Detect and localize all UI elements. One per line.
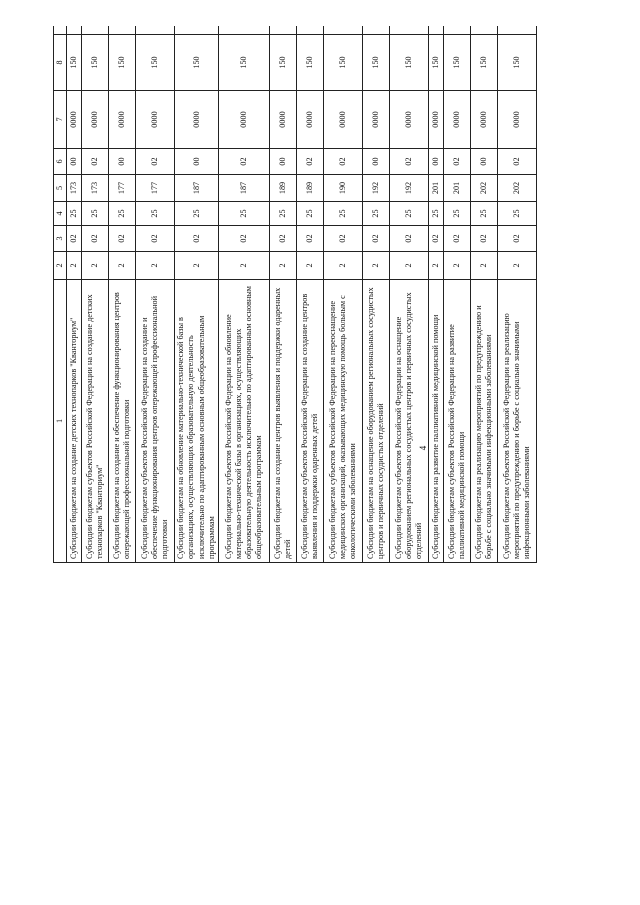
amount-cell [67, 26, 82, 35]
code-cell: 2 [109, 252, 136, 280]
row-description: Субсидии бюджетам на реализацию мероприятий по предупреждению и борьбе с социально значимыми инфекционными заболеваниями [471, 280, 498, 563]
amount-cell [175, 26, 219, 35]
code-cell: 2 [270, 252, 297, 280]
code-cell: 150 [270, 35, 297, 91]
code-cell: 02 [175, 226, 219, 252]
code-cell: 2 [390, 252, 429, 280]
budget-table [53, 26, 537, 563]
code-cell: 25 [270, 202, 297, 226]
code-cell: 0000 [136, 91, 175, 149]
code-cell: 150 [444, 35, 471, 91]
col-header: 1 [54, 280, 67, 563]
code-cell: 150 [109, 35, 136, 91]
code-cell: 201 [429, 175, 444, 202]
row-description: Субсидии бюджетам на создание и обеспечение функционирования центров опережающей профессиональной подготовки [109, 280, 136, 563]
amount-cell [270, 26, 297, 35]
code-cell: 02 [363, 226, 390, 252]
code-cell: 202 [471, 175, 498, 202]
code-cell: 00 [363, 149, 390, 175]
code-cell: 0000 [429, 91, 444, 149]
code-cell: 02 [82, 149, 109, 175]
page-number: 4 [418, 445, 428, 451]
code-cell: 25 [363, 202, 390, 226]
code-cell: 0000 [324, 91, 363, 149]
table-row [219, 26, 270, 563]
code-cell: 02 [67, 226, 82, 252]
code-cell: 150 [498, 35, 537, 91]
code-cell: 190 [324, 175, 363, 202]
code-cell: 150 [363, 35, 390, 91]
code-cell: 0000 [109, 91, 136, 149]
amount-cell [297, 26, 324, 35]
row-description: Субсидии бюджетам субъектов Российской Федерации на обновление материально-технической базы в организациях, осуществляющих образовательную деятельность исключительно по адаптированным основным общеобразовательным программам [219, 280, 270, 563]
col-header: 8 [54, 35, 67, 91]
col-header: 4 [54, 202, 67, 226]
code-cell: 02 [109, 226, 136, 252]
code-cell: 25 [444, 202, 471, 226]
code-cell: 02 [136, 226, 175, 252]
code-cell: 177 [109, 175, 136, 202]
code-cell: 02 [444, 226, 471, 252]
code-cell: 2 [67, 252, 82, 280]
row-description: Субсидии бюджетам субъектов Российской Федерации на создание детских технопарков "Кванториум" [82, 280, 109, 563]
code-cell: 150 [175, 35, 219, 91]
col-header: 5 [54, 175, 67, 202]
amount-cell [429, 26, 444, 35]
code-cell: 2 [498, 252, 537, 280]
table-row [270, 26, 297, 563]
amount-cell [82, 26, 109, 35]
code-cell: 201 [444, 175, 471, 202]
code-cell: 0000 [270, 91, 297, 149]
table-row [136, 26, 175, 563]
code-cell: 02 [324, 226, 363, 252]
code-cell: 150 [471, 35, 498, 91]
table-row [82, 26, 109, 563]
row-description: Субсидии бюджетам на обновление материально-технической базы в организациях, осуществляющих образовательную деятельность исключительно по адаптированным основным общеобразовательным программам [175, 280, 219, 563]
code-cell: 192 [390, 175, 429, 202]
code-cell: 2 [219, 252, 270, 280]
code-cell: 02 [390, 149, 429, 175]
table-row [175, 26, 219, 563]
code-cell: 02 [297, 149, 324, 175]
code-cell: 02 [219, 226, 270, 252]
row-description: Субсидии бюджетам на развитие паллиативной медицинской помощи [429, 280, 444, 563]
code-cell: 0000 [219, 91, 270, 149]
code-cell: 0000 [390, 91, 429, 149]
code-cell: 25 [390, 202, 429, 226]
code-cell: 2 [471, 252, 498, 280]
code-cell: 150 [297, 35, 324, 91]
amount-cell [219, 26, 270, 35]
code-cell: 2 [363, 252, 390, 280]
code-cell: 0000 [363, 91, 390, 149]
table-row [471, 26, 498, 563]
row-description: Субсидии бюджетам субъектов Российской Федерации на развитие паллиативной медицинской помощи [444, 280, 471, 563]
code-cell: 150 [390, 35, 429, 91]
code-cell: 00 [175, 149, 219, 175]
code-cell: 00 [67, 149, 82, 175]
code-cell: 02 [471, 226, 498, 252]
code-cell: 25 [429, 202, 444, 226]
header-row [54, 26, 67, 563]
code-cell: 02 [444, 149, 471, 175]
code-cell: 2 [175, 252, 219, 280]
code-cell: 189 [270, 175, 297, 202]
amount-cell [109, 26, 136, 35]
code-cell: 150 [324, 35, 363, 91]
col-header: 3 [54, 226, 67, 252]
code-cell: 187 [219, 175, 270, 202]
amount-cell [363, 26, 390, 35]
code-cell: 00 [429, 149, 444, 175]
code-cell: 02 [429, 226, 444, 252]
code-cell: 202 [498, 175, 537, 202]
code-cell: 2 [297, 252, 324, 280]
row-description: Субсидии бюджетам на создание детских технопарков "Кванториум" [67, 280, 82, 563]
table-row [498, 26, 537, 563]
code-cell: 02 [82, 226, 109, 252]
code-cell: 150 [67, 35, 82, 91]
code-cell: 0000 [297, 91, 324, 149]
code-cell: 00 [109, 149, 136, 175]
code-cell: 02 [297, 226, 324, 252]
code-cell: 00 [270, 149, 297, 175]
code-cell: 150 [219, 35, 270, 91]
code-cell: 192 [363, 175, 390, 202]
code-cell: 25 [324, 202, 363, 226]
code-cell: 25 [297, 202, 324, 226]
code-cell: 25 [109, 202, 136, 226]
code-cell: 02 [219, 149, 270, 175]
row-description: Субсидии бюджетам субъектов Российской Федерации на создание и обеспечение функционирования центров опережающей профессиональной подготовки [136, 280, 175, 563]
table-row [324, 26, 363, 563]
code-cell: 189 [297, 175, 324, 202]
code-cell: 0000 [498, 91, 537, 149]
code-cell: 2 [136, 252, 175, 280]
code-cell: 150 [136, 35, 175, 91]
code-cell: 173 [67, 175, 82, 202]
row-description: Субсидии бюджетам субъектов Российской Федерации на реализацию мероприятий по предупреждению и борьбе с социально значимыми инфекционными заболеваниями [498, 280, 537, 563]
code-cell: 0000 [471, 91, 498, 149]
budget-table-rotated [53, 26, 590, 563]
code-cell: 02 [498, 149, 537, 175]
amount-cell [498, 26, 537, 35]
code-cell: 2 [429, 252, 444, 280]
code-cell: 02 [390, 226, 429, 252]
table-row [109, 26, 136, 563]
code-cell: 00 [471, 149, 498, 175]
code-cell: 177 [136, 175, 175, 202]
code-cell: 25 [136, 202, 175, 226]
table-row [67, 26, 82, 563]
col-header: 2 [54, 252, 67, 280]
code-cell: 0000 [67, 91, 82, 149]
code-cell: 25 [498, 202, 537, 226]
col-header: 7 [54, 91, 67, 149]
code-cell: 2 [444, 252, 471, 280]
code-cell: 25 [67, 202, 82, 226]
table-row [363, 26, 390, 563]
table-row [390, 26, 429, 563]
code-cell: 25 [175, 202, 219, 226]
amount-cell [390, 26, 429, 35]
code-cell: 25 [471, 202, 498, 226]
row-description: Субсидии бюджетам субъектов Российской Федерации на создание центров выявления и поддержки одаренных детей [297, 280, 324, 563]
table-row [444, 26, 471, 563]
code-cell: 02 [270, 226, 297, 252]
table-row [429, 26, 444, 563]
code-cell: 173 [82, 175, 109, 202]
row-description: Субсидии бюджетам субъектов Российской Федерации на переоснащение медицинских организаций, оказывающих медицинскую помощь больным с онкологическими заболеваниями [324, 280, 363, 563]
code-cell: 2 [324, 252, 363, 280]
code-cell: 150 [429, 35, 444, 91]
rotated-page-area [53, 26, 590, 875]
code-cell: 0000 [82, 91, 109, 149]
row-description: Субсидии бюджетам субъектов Российской Федерации на оснащение оборудованием региональных сосудистых центров и первичных сосудистых отделений [390, 280, 429, 563]
code-cell: 2 [82, 252, 109, 280]
code-cell: 25 [82, 202, 109, 226]
code-cell: 187 [175, 175, 219, 202]
col-header: 6 [54, 149, 67, 175]
code-cell: 02 [498, 226, 537, 252]
amount-cell [471, 26, 498, 35]
amount-cell [136, 26, 175, 35]
code-cell: 02 [324, 149, 363, 175]
amount-cell [444, 26, 471, 35]
code-cell: 02 [136, 149, 175, 175]
code-cell: 0000 [175, 91, 219, 149]
row-description: Субсидии бюджетам на создание центров выявления и поддержки одаренных детей [270, 280, 297, 563]
code-cell: 25 [219, 202, 270, 226]
col-header [54, 26, 67, 35]
row-description: Субсидии бюджетам на оснащение оборудованием региональных сосудистых центров и первичных сосудистых отделений [363, 280, 390, 563]
code-cell: 0000 [444, 91, 471, 149]
code-cell: 150 [82, 35, 109, 91]
table-row [297, 26, 324, 563]
amount-cell [324, 26, 363, 35]
